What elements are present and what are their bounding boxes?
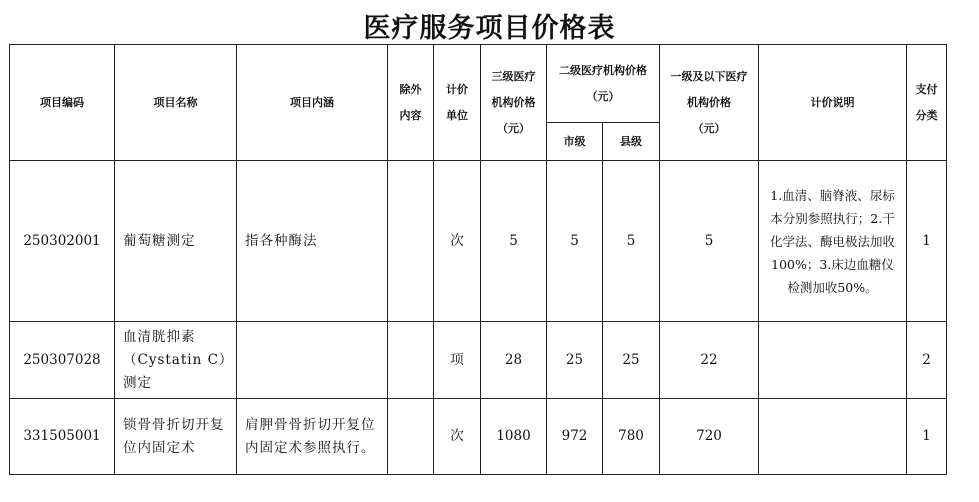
header-tier1-line2: 机构价格 — [687, 95, 731, 109]
header-code: 项目编码 — [10, 45, 115, 161]
header-tier2-line2: （元） — [586, 89, 620, 103]
price-table — [9, 44, 947, 475]
cell-tier2-city: 972 — [547, 399, 603, 475]
header-tier2-city: 市级 — [547, 123, 603, 161]
header-tier2 — [547, 45, 660, 123]
header-unit-line2: 单位 — [446, 108, 468, 122]
header-excluded-line2: 内容 — [399, 108, 422, 122]
cell-pay: 1 — [907, 161, 947, 322]
cell-excluded — [388, 399, 434, 475]
cell-tier2-city: 5 — [547, 161, 603, 322]
header-pay-line1: 支付 — [915, 82, 938, 96]
cell-tier1: 22 — [660, 322, 759, 399]
cell-code: 331505001 — [10, 399, 115, 475]
cell-code: 250307028 — [10, 322, 115, 399]
cell-name: 血清胱抑素（Cystatin C）测定 — [115, 322, 237, 399]
cell-pay: 1 — [907, 399, 947, 475]
header-pay — [907, 45, 947, 161]
cell-unit: 项 — [434, 322, 481, 399]
cell-name: 锁骨骨折切开复位内固定术 — [115, 399, 237, 475]
cell-content — [237, 322, 388, 399]
header-pay-line2: 分类 — [915, 108, 938, 122]
cell-tier2-county: 5 — [603, 161, 660, 322]
cell-tier2-city: 25 — [547, 322, 603, 399]
cell-tier1: 5 — [660, 161, 759, 322]
cell-pay: 2 — [907, 322, 947, 399]
header-tier3-line3: （元） — [497, 121, 530, 135]
header-unit — [434, 45, 481, 161]
header-tier3 — [481, 45, 547, 161]
header-tier1 — [660, 45, 759, 161]
cell-explain — [759, 399, 907, 475]
header-tier2-county: 县级 — [603, 123, 660, 161]
header-tier3-line1: 三级医疗 — [491, 69, 536, 83]
cell-explain: 1.血清、脑脊液、尿标本分别参照执行；2.干化学法、酶电极法加收100%；3.床边血糖仪检测加收50%。 — [759, 161, 907, 322]
table-row — [10, 161, 947, 322]
cell-tier3: 28 — [481, 322, 547, 399]
header-excluded — [388, 45, 434, 161]
header-tier1-line3: （元） — [692, 121, 726, 135]
cell-tier3: 5 — [481, 161, 547, 322]
header-name: 项目名称 — [115, 45, 237, 161]
cell-content: 指各种酶法 — [237, 161, 388, 322]
table-row — [10, 399, 947, 475]
cell-excluded — [388, 322, 434, 399]
cell-explain — [759, 322, 907, 399]
header-tier1-line1: 一级及以下医疗 — [670, 69, 748, 83]
header-explain: 计价说明 — [759, 45, 907, 161]
cell-tier2-county: 25 — [603, 322, 660, 399]
header-excluded-line1: 除外 — [399, 82, 422, 96]
header-tier3-line2: 机构价格 — [491, 95, 536, 109]
cell-tier3: 1080 — [481, 399, 547, 475]
page-title: 医疗服务项目价格表 — [363, 13, 616, 44]
cell-excluded — [388, 161, 434, 322]
header-unit-line1: 计价 — [446, 82, 468, 96]
table-row — [10, 322, 947, 399]
cell-unit: 次 — [434, 161, 481, 322]
header-tier2-line1: 二级医疗机构价格 — [559, 63, 647, 77]
cell-tier1: 720 — [660, 399, 759, 475]
cell-name: 葡萄糖测定 — [115, 161, 237, 322]
cell-code: 250302001 — [10, 161, 115, 322]
header-content: 项目内涵 — [237, 45, 388, 161]
cell-content: 肩胛骨骨折切开复位内固定术参照执行。 — [237, 399, 388, 475]
cell-tier2-county: 780 — [603, 399, 660, 475]
cell-unit: 次 — [434, 399, 481, 475]
